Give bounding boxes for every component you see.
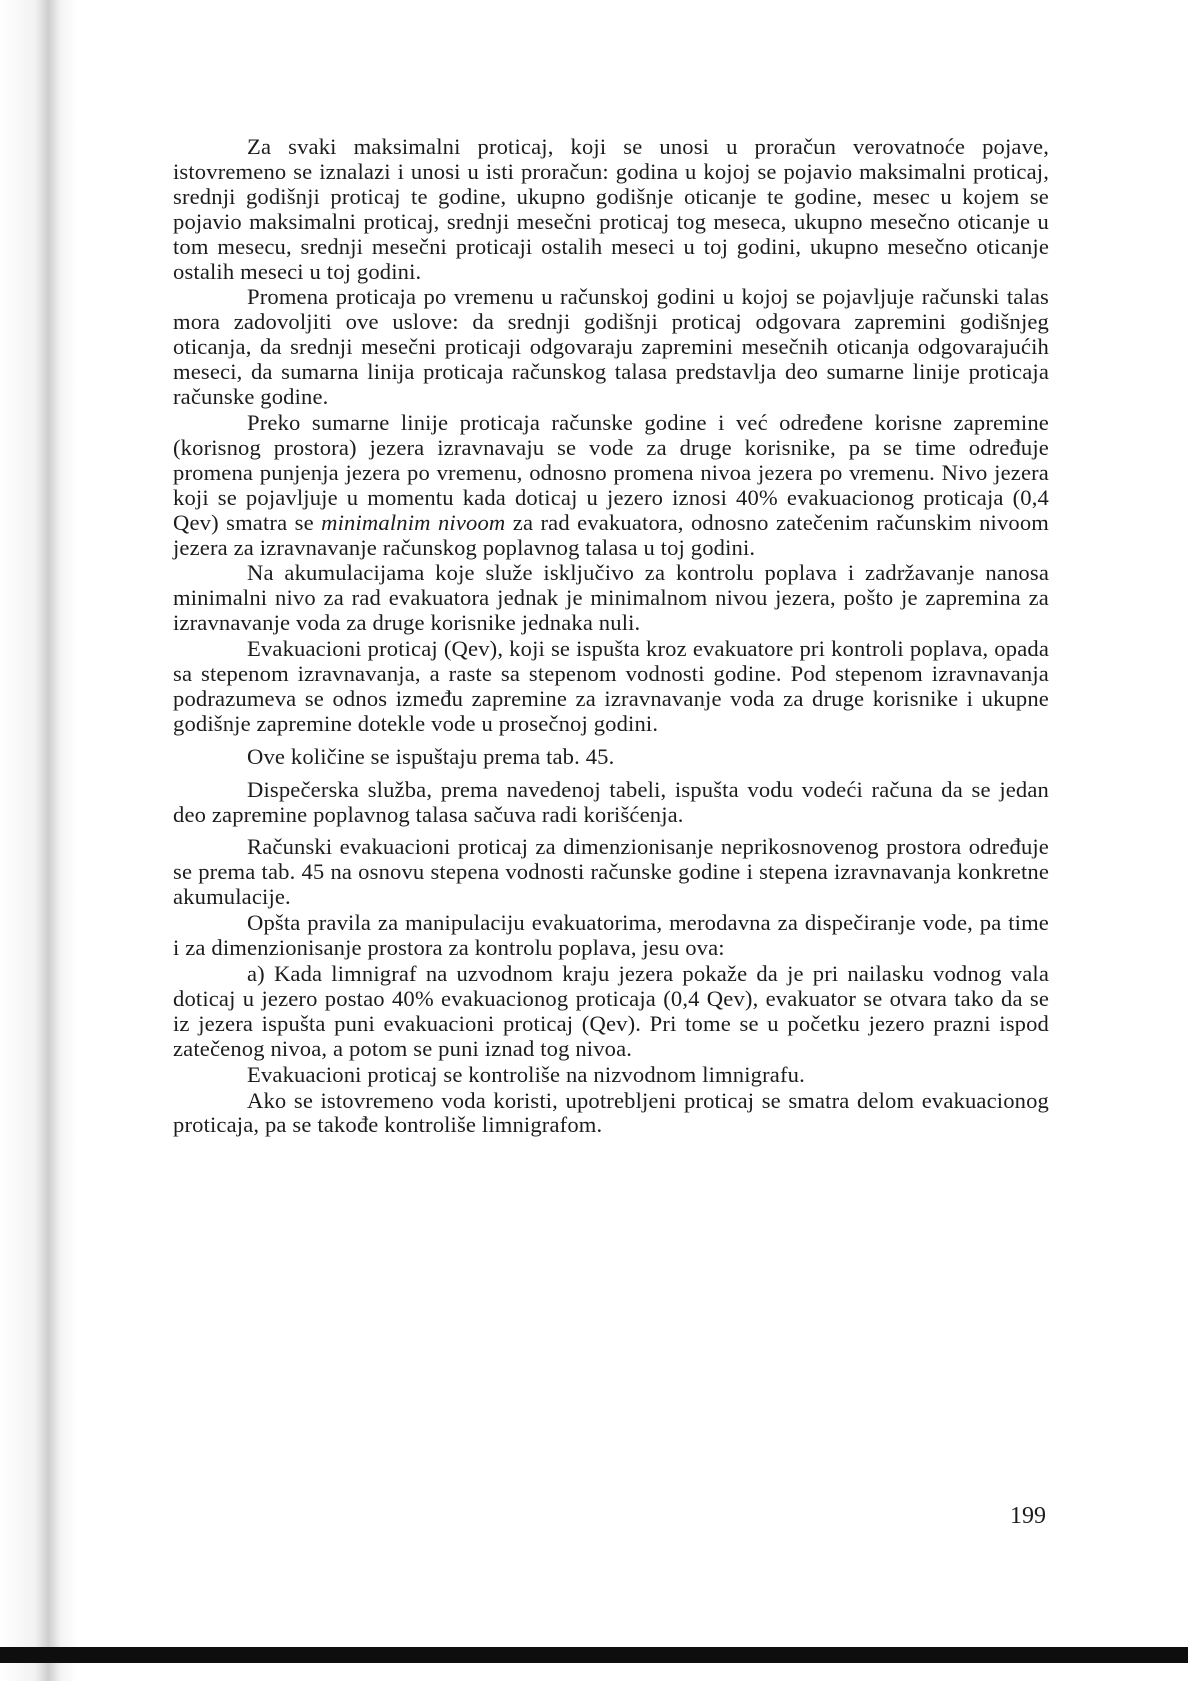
paragraph-2: Promena proticaja po vremenu u računskoj godini u kojoj se pojavljuje računski talas mora zadovoljiti ove uslove: da srednji godišnji proticaj odgovara zapremini godišnjeg oticanja, da srednji mesečni proticaji odgovaraju zapremini mesečnih oticanja odgovarajućih meseci, da sumarna linija proticaja računskog talasa predstavlja deo sumarne linije proticaja računske godine. xyxy=(173,284,1049,410)
paragraph-9: Opšta pravila za manipulaciju evakuatorima, merodavna za dispečiranje vode, pa time i za dimenzionisanje prostora za kontrolu poplava, jesu ova: xyxy=(173,910,1049,961)
paragraph-7: Dispečerska služba, prema navedenoj tabeli, ispušta vodu vodeći računa da se jedan deo zapremine poplavnog talasa sačuva radi korišćenja. xyxy=(173,776,1049,827)
paragraph-4: Na akumulacijama koje služe isključivo za kontrolu poplava i zadržavanje nanosa minimalni nivo za rad evakuatora jednak je minimalnom nivou jezera, pošto je zapremina za izravnavanje voda za druge korisnike jednaka nuli. xyxy=(173,560,1049,636)
paragraph-3-before: Preko sumarne linije proticaja računske godine i već određene korisne zapremine (korisnog prostora) jezera izravnavaju se vode za druge korisnike, pa se time određuje promena punjenja jezera po vremenu, odnosno promena nivoa jezera po vremenu. Nivo jezera koji se pojavljuje u momentu kada doticaj u jezero iznosi 40% evakuacionog proticaja (0,4 Qev) smatra se xyxy=(173,409,1049,535)
paragraph-8: Računski evakuacioni proticaj za dimenzionisanje neprikosnovenog prostora određuje se prema tab. 45 na osnovu stepena vodnosti računske godine i stepena izravnavanja konkretne akumulacije. xyxy=(173,834,1049,910)
page-body xyxy=(173,135,1049,1138)
paragraph-12: Ako se istovremeno voda koristi, upotrebljeni proticaj se smatra delom evakuacionog proticaja, pa se takođe kontroliše limnigrafom. xyxy=(173,1087,1049,1138)
paragraph-6: Ove količine se ispuštaju prema tab. 45. xyxy=(247,743,615,769)
page-number: 199 xyxy=(1010,1503,1046,1529)
paragraph-10: a) Kada limnigraf na uzvodnom kraju jezera pokaže da je pri nailasku vodnog vala doticaj u jezero postao 40% evakuacionog proticaja (0,4 Qev), evakuator se otvara tako da se iz jezera ispušta puni evakuacioni proticaj (Qev). Pri tome se u početku jezero prazni ispod zatečenog nivoa, a potom se puni iznad tog nivoa. xyxy=(173,961,1049,1061)
paragraph-3-after: za rad evakuatora, odnosno zatečenim računskim nivoom jezera za izravnavanje računskog poplavnog talasa u toj godini. xyxy=(173,509,1050,560)
paragraph-3-italic: minimalnim nivoom xyxy=(321,509,506,535)
paragraph-1: Za svaki maksimalni proticaj, koji se unosi u proračun verovatnoće pojave, istovremeno se iznalazi i unosi u isti proračun: godina u kojoj se pojavio maksimalni proticaj, srednji godišnji proticaj te godine, ukupno godišnje oticanje te godine, mesec u kojem se pojavio maksimalni proticaj, srednji mesečni proticaj tog meseca, ukupno mesečno oticanje u tom mesecu, srednji mesečni proticaji ostalih meseci u toj godini, ukupno mesečno oticanje ostalih meseci u toj godini. xyxy=(173,134,1049,284)
paragraph-5: Evakuacioni proticaj (Qev), koji se ispušta kroz evakuatore pri kontroli poplava, opada sa stepenom izravnavanja, a raste sa stepenom vodnosti godine. Pod stepenom izravnavanja podrazumeva se odnos između zapremine za izravnavanje voda za druge korisnike i ukupne godišnje zapremine dotekle vode u prosečnoj godini. xyxy=(173,636,1049,736)
paragraph-11: Evakuacioni proticaj se kontroliše na nizvodnom limnigrafu. xyxy=(247,1061,805,1087)
scan-bottom-border xyxy=(0,1647,1188,1663)
paragraph-3 xyxy=(173,411,1049,560)
scan-edge-shadow xyxy=(0,0,78,1681)
